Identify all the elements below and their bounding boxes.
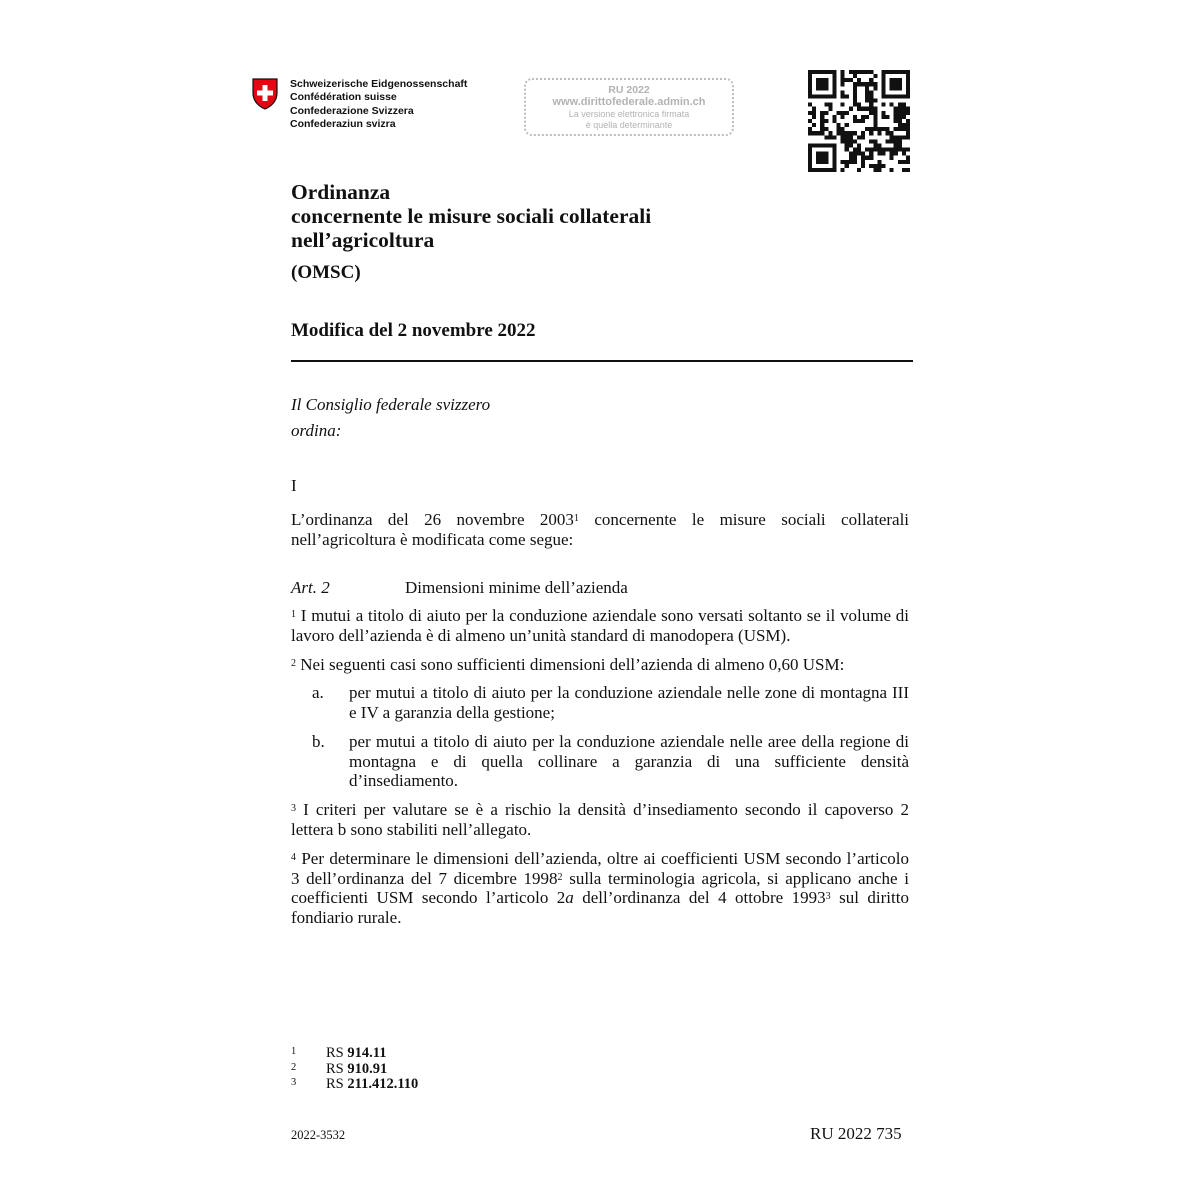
intro-text-end: concernente le misure sociali collaterali nell’agricoltura è modificata come segue: — [291, 510, 910, 549]
paragraph-number: 2 — [291, 658, 296, 669]
page-reference: RU 2022 735 — [810, 1124, 902, 1143]
paragraph-text: sul diritto fondiario rurale. — [291, 888, 909, 927]
paragraph-3 — [291, 800, 909, 839]
footnote-ref-2[interactable]: 2 — [557, 871, 563, 883]
paragraph-text: I mutui a titolo di aiuto per la conduzione aziendale sono versati soltanto se il volume di lavoro dell’azienda è di almeno un’unità standard di manodopera (USM). — [291, 606, 909, 645]
amendment-date: Modifica del 2 novembre 2022 — [291, 320, 536, 341]
footnote-ref-3[interactable]: 3 — [825, 891, 831, 902]
article-number: Art. 2 — [291, 578, 330, 597]
footnote-number: 1 — [291, 1046, 297, 1057]
stamp-collection: RU 2022 — [608, 84, 650, 96]
paragraph-text-italic: a — [565, 888, 574, 907]
preamble — [291, 392, 490, 444]
confederation-names — [290, 78, 467, 131]
list-item — [312, 732, 909, 791]
intro-text-start: L’ordinanza del 26 novembre 2003 — [291, 510, 574, 529]
list-item — [312, 683, 909, 722]
stamp-note-1: La versione elettronica firmata — [568, 109, 690, 119]
footnote-ref-1[interactable]: 1 — [573, 513, 579, 524]
paragraph-number: 4 — [291, 852, 296, 863]
stamp-note-2: è quella determinante — [585, 120, 673, 130]
paragraph-4 — [291, 849, 909, 927]
article-heading — [291, 578, 628, 598]
confederation-de: Schweizerische Eidgenossenschaft — [290, 78, 468, 90]
confederation-it: Confederazione Svizzera — [290, 104, 414, 117]
footnote-number: 3 — [291, 1077, 297, 1088]
paragraph-1 — [291, 606, 909, 645]
section-number: I — [291, 476, 297, 495]
footnote-prefix: RS — [326, 1045, 348, 1061]
title-abbreviation: (OMSC) — [291, 262, 361, 283]
list-item-text: per mutui a titolo di aiuto per la conduzione aziendale nelle zone di montagna III e IV a garanzia della gestione; — [349, 683, 909, 722]
confederation-rm: Confederaziun svizra — [290, 117, 396, 130]
footnote-reference-link[interactable]: 211.412.110 — [347, 1076, 419, 1092]
list-item-label: b. — [312, 732, 325, 751]
stamp-url[interactable]: www.dirittofederale.admin.ch — [552, 96, 706, 108]
document-number: 2022-3532 — [291, 1128, 346, 1142]
footnote-text — [326, 1046, 386, 1062]
title-divider — [291, 360, 913, 362]
preamble-authority: Il Consiglio federale svizzero — [291, 395, 491, 414]
official-publication-stamp — [524, 78, 734, 136]
document-title — [291, 180, 651, 252]
confederation-fr: Confédération suisse — [290, 91, 397, 104]
intro-paragraph — [291, 510, 909, 549]
list-item-text: per mutui a titolo di aiuto per la conduzione aziendale nelle aree della regione di montagna e di quella collinare a garanzia di una sufficiente densità d’insediamento. — [349, 732, 909, 790]
footnote-text — [326, 1077, 418, 1093]
footnote-prefix: RS — [326, 1060, 348, 1077]
paragraph-text: sulla terminologia agricola, si applicano anche i coefficienti USM secondo l’articolo 2 — [291, 868, 909, 907]
paragraph-text: Per determinare le dimensioni dell’azienda, oltre ai coefficienti USM secondo l’articolo 3 dell’ordinanza del 7 dicembre 1998 — [291, 849, 909, 888]
paragraph-text: I criteri per valutare se è a rischio la densità d’insediamento secondo il capoverso 2 lettera b sono stabiliti nell’allegato. — [291, 800, 909, 839]
footnote-number: 2 — [291, 1061, 297, 1073]
paragraph-2 — [291, 655, 909, 675]
footnote-prefix: RS — [326, 1076, 348, 1092]
swiss-crest-icon — [251, 78, 279, 110]
footnote-reference-link[interactable]: 910.91 — [347, 1060, 388, 1077]
preamble-decree: ordina: — [291, 421, 342, 440]
title-line-3: nell’agricoltura — [291, 228, 435, 252]
qr-code-icon[interactable] — [808, 70, 910, 172]
title-line-2: concernente le misure sociali collaterali — [291, 204, 652, 228]
list-item-label: a. — [312, 683, 324, 702]
paragraph-number: 1 — [291, 609, 296, 620]
paragraph-text: dell’ordinanza del 4 ottobre 1993 — [573, 888, 826, 907]
title-line-1: Ordinanza — [291, 180, 391, 204]
footnote-text — [326, 1062, 387, 1078]
paragraph-number: 3 — [291, 803, 296, 814]
article-title: Dimensioni minime dell’azienda — [405, 578, 628, 597]
footnote-reference-link[interactable]: 914.11 — [347, 1045, 387, 1061]
paragraph-text: Nei seguenti casi sono sufficienti dimensioni dell’azienda di almeno 0,60 USM: — [296, 655, 845, 674]
